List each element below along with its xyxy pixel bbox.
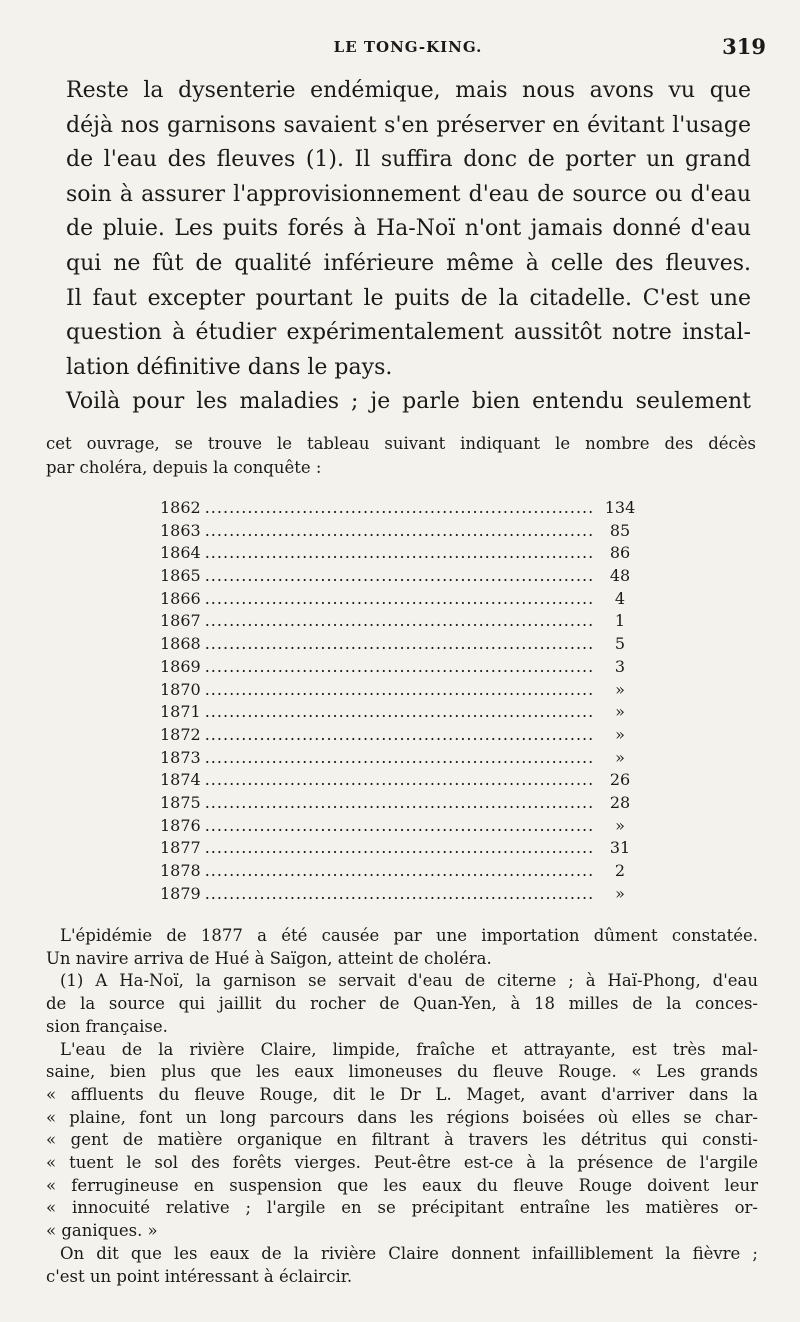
footnote-line: « affluents du fleuve Rouge, dit le Dr L. Maget, avant d'arriver dans la (46, 1084, 758, 1104)
dot-leader (205, 610, 592, 633)
footnote-line: c'est un point intéressant à éclaircir. (46, 1266, 353, 1286)
table-intro-line: par choléra, depuis la conquête : (46, 458, 322, 477)
table-row (160, 747, 644, 770)
table-row (160, 701, 644, 724)
dot-leader (205, 883, 592, 906)
year-cell: 1878 (160, 861, 201, 880)
table-row (160, 588, 644, 611)
year-cell: 1876 (160, 815, 201, 835)
table-row (160, 815, 644, 838)
dot-leader (205, 837, 592, 860)
dot-leader (205, 656, 592, 679)
footnote-line: « innocuité relative ; l'argile en se précipitant entraîne les matières or- (46, 1198, 758, 1218)
table-row (160, 633, 644, 656)
deaths-cell: » (615, 724, 625, 744)
deaths-cell: 48 (609, 566, 631, 586)
year-cell: 1872 (160, 724, 201, 744)
footnote-line: « ferrugineuse en suspension que les eaux du fleuve Rouge doivent leur (46, 1175, 758, 1195)
footnote-line: On dit que les eaux de la rivière Claire donnent infailliblement la fièvre ; (60, 1243, 758, 1263)
year-cell: 1874 (160, 770, 201, 790)
year-cell: 1864 (160, 543, 201, 563)
table-row (160, 724, 644, 747)
notes (46, 925, 758, 1288)
deaths-cell: 5 (614, 634, 626, 654)
year-cell: 1868 (160, 634, 201, 654)
year-cell: 1867 (160, 611, 201, 631)
year-cell: 1865 (160, 566, 201, 586)
footnote-line: « tuent le sol des forêts vierges. Peut-être est-ce à la présence de l'argile (46, 1153, 758, 1173)
cholera-deaths-table (160, 497, 644, 905)
year-cell: 1863 (160, 520, 201, 540)
dot-leader (205, 679, 592, 702)
dot-leader (205, 747, 592, 770)
dot-leader (205, 565, 592, 588)
dot-leader (205, 633, 592, 656)
deaths-cell: » (615, 747, 625, 767)
year-cell: 1877 (160, 838, 201, 858)
year-cell: 1873 (160, 747, 201, 767)
year-cell: 1869 (160, 656, 201, 676)
deaths-cell: 1 (614, 611, 626, 631)
body-line: Voilà pour les maladies ; je parle bien entendu seulement (66, 389, 751, 415)
dot-leader (205, 701, 592, 724)
year-cell: 1866 (160, 588, 201, 608)
body-line: déjà nos garnisons savaient s'en préserver en évitant l'usage (66, 112, 751, 138)
body-line: question à étudier expérimentalement aussitôt notre instal- (66, 320, 751, 346)
body-line: Il faut excepter pourtant le puits de la citadelle. C'est une (66, 285, 751, 311)
dot-leader (205, 860, 592, 883)
footnote-line: « ganiques. » (46, 1221, 158, 1241)
deaths-cell: » (615, 883, 625, 903)
year-cell: 1875 (160, 792, 201, 812)
epidemic-note-line: L'épidémie de 1877 a été causée par une importation dûment constatée. (60, 926, 758, 945)
table-row (160, 610, 644, 633)
table-row (160, 542, 644, 565)
dot-leader (205, 520, 592, 543)
dot-leader (205, 724, 592, 747)
dot-leader (205, 497, 592, 520)
table-row (160, 565, 644, 588)
year-cell: 1871 (160, 702, 201, 722)
deaths-cell: 4 (614, 588, 626, 608)
page-number: 319 (722, 34, 766, 59)
table-row (160, 656, 644, 679)
footnote-line: « gent de matière organique en filtrant à travers les détritus qui consti- (46, 1130, 758, 1150)
dot-leader (205, 815, 592, 838)
table-row (160, 837, 644, 860)
deaths-cell: » (615, 815, 625, 835)
body-line: lation définitive dans le pays. (66, 354, 393, 380)
footnote-line: L'eau de la rivière Claire, limpide, fraîche et attrayante, est très mal- (60, 1039, 758, 1059)
table-row (160, 679, 644, 702)
footnote-line: de la source qui jaillit du rocher de Quan-Yen, à 18 milles de la conces- (46, 994, 758, 1014)
deaths-cell: 28 (609, 792, 631, 812)
deaths-cell: 31 (609, 838, 631, 858)
body-line: de l'eau des fleuves (1). Il suffira donc de porter un grand (66, 147, 751, 173)
table-intro (46, 432, 756, 480)
table-row (160, 860, 644, 883)
dot-leader (205, 792, 592, 815)
table-row (160, 883, 644, 906)
dot-leader (205, 588, 592, 611)
main-paragraphs (66, 74, 751, 420)
year-cell: 1870 (160, 679, 201, 699)
deaths-cell: 3 (614, 656, 626, 676)
running-head (48, 34, 768, 64)
body-line: soin à assurer l'approvisionnement d'eau de source ou d'eau (66, 181, 751, 207)
table-row (160, 497, 644, 520)
body-line: qui ne fût de qualité inférieure même à celle des fleuves. (66, 250, 751, 276)
footnote-line: sion française. (46, 1016, 168, 1036)
body-line: de pluie. Les puits forés à Ha-Noï n'ont jamais donné d'eau (66, 216, 751, 242)
deaths-cell: 2 (614, 861, 626, 880)
year-cell: 1879 (160, 883, 201, 903)
year-cell: 1862 (160, 498, 201, 517)
body-line: Reste la dysenterie endémique, mais nous avons vu que (66, 78, 751, 103)
table-intro-line: cet ouvrage, se trouve le tableau suivant indiquant le nombre des décès (46, 434, 756, 453)
deaths-cell: 26 (609, 770, 631, 790)
deaths-cell: » (615, 702, 625, 722)
table-row (160, 769, 644, 792)
dot-leader (205, 769, 592, 792)
deaths-cell: » (615, 679, 625, 699)
deaths-cell: 86 (609, 543, 631, 563)
deaths-cell: 134 (604, 498, 636, 517)
epidemic-note-line: Un navire arriva de Hué à Saïgon, atteint de choléra. (46, 948, 492, 968)
table-row (160, 520, 644, 543)
footnote-line: « plaine, font un long parcours dans les régions boisées où elles se char- (46, 1107, 758, 1127)
running-title: LE TONG-KING. (333, 38, 483, 56)
footnote-line: saine, bien plus que les eaux limoneuses du fleuve Rouge. « Les grands (46, 1062, 758, 1082)
dot-leader (205, 542, 592, 565)
table-row (160, 792, 644, 815)
footnote-line: (1) A Ha-Noï, la garnison se servait d'eau de citerne ; à Haï-Phong, d'eau (60, 971, 758, 991)
deaths-cell: 85 (609, 520, 631, 540)
